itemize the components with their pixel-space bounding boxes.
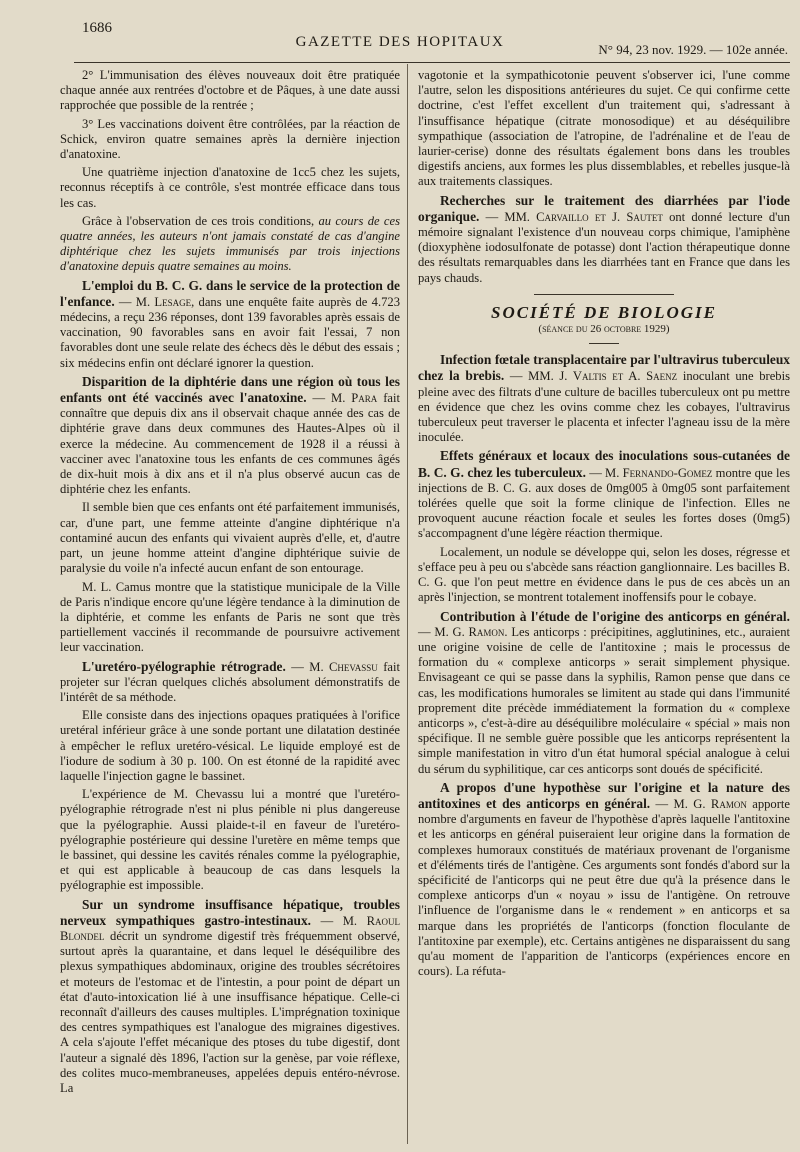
italic-text: au cours de ces quatre années, les auteurs n'ont jamais constaté de cas d'angine diphtérique chez les sujets immunisés par trois injections d'anatoxine depuis quatre semaines au moins. [60,213,400,274]
article-text: inoculant une brebis pleine avec des filtrats d'une culture de bacilles tuberculeux ont pu mettre en évidence que chez les ovins comme chez les cobayes, l'ultravirus tuberculeux peut traverser le placenta et infecter l'agneau issu de la mère inoculée. [418,369,790,445]
article-title: Recherches sur le traitement des diarrhées par l'iode organique. [418,192,790,224]
paragraph: Elle consiste dans des injections opaques pratiquées à l'orifice uretéral inférieur grâce à une sonde portant une dilatation destinée à empêcher le reflux uretéro-vésical. Le liquide employé est de l'iodure de sodium à 30 p. 100. On est étonné de la rapidité avec laquelle l'injection gagne le bassinet. [60,708,400,783]
article-title: L'uretéro-pyélographie rétrograde. [82,658,286,674]
header-rule [74,62,790,63]
article: Effets généraux et locaux des inoculations sous-cutanées de B. C. G. chez les tuberculeux. — M. Fernando-Gomez montre que les injections de B. C. G. aux doses de 0mg005 à 0mg05 sont parfaitement tolérées quelle que soit la forme clinique de l'infection. Elles ne provoquent aucune réaction focale et seules les fortes doses (0mg5) s'accompagnent d'une légère réaction thermique. [418,448,790,541]
article-author: M. G. Ramon. [434,624,508,639]
paragraph: M. L. Camus montre que la statistique municipale de la Ville de Paris n'indique encore qu'une légère tendance à la diminution de la diphtérie, et comme les enfants de Paris ne sont que très partiellement vaccinés il recommande de poursuivre activement leur vaccination. [60,579,400,655]
article-title: Disparition de la diphtérie dans une région où tous les enfants ont été vaccinés avec l'anatoxine. [60,373,400,406]
article-title: Infection fœtale transplacentaire par l'ultravirus tuberculeux chez la brebis. [418,352,790,384]
paragraph [60,214,400,275]
article-text: montre que les injections de B. C. G. aux doses de 0mg005 à 0mg05 sont parfaitement tolérées quelle que soit la forme clinique de l'infection. Elles ne provoquent aucune réaction focale et seules les fortes doses (0mg5) s'accompagnent d'une légère réaction thermique. [418,465,790,541]
article-text: Les anticorps : précipitines, agglutinines, etc., auraient une origine voisine de celle de l'antitoxine ; mais le processus de formation du « complexe anticorps » serait simplement physique. Envisageant ce qui se passe dans la syphilis, Ramon pense que dans ce cas, les modifications humorales se limitent au stade qui dans l'immunité proprement dite précède immédiatement la formation du « complexe anticorps », c'est-à-dire au déséquilibre moléculaire « spécial » mais non spécifique. Il ne semble guère possible que les anticorps représentent la simple manifestation in vitro d'un état humoral spécial analogue à celui du sérum du syphilitique, car ces anticorps sont doués de spécificité. [418,624,791,776]
article-author: M. Lesage, [135,294,195,309]
column-divider [407,64,408,1144]
article-title: Sur un syndrome insuffisance hépatique, troubles nerveux sympathiques gastro-intestinaux. [60,896,400,928]
article: A propos d'une hypothèse sur l'origine et la nature des antitoxines et des anticorps en général. — M. G. Ramon apporte nombre d'arguments en faveur de l'hypothèse d'après laquelle l'antitoxine et les anticorps en général puiseraient leur origine dans la formation de complexes humoraux constitués de matériaux provenant de l'organisme et d'éléments tirés de l'antigène. Ces arguments sont fondés d'abord sur la spécificité de l'anticorps qui ne peut être due qu'à la présence dans le complexe anticorps d'un « noyau » issu de l'antigène. On retrouve l'influence de l'organisme dans le « rendement » en anticorps et sa marque dans les propriétés de l'anticorps (fonction floculante de l'antitoxine par exemple), etc. Certains antigènes ne disparaissent du sang qu'au moment de l'apparition de l'anticorps (expériences encore en cours). La réfuta- [418,779,790,979]
article: L'emploi du B. C. G. dans le service de la protection de l'enfance. — M. Lesage, dans une enquête faite auprès de 4.723 médecins, a reçu 236 réponses, dont 139 favorables après essais de vaccination, 90 favorables sans en avoir fait l'essai, 7 non favorables dont une seule relate des échecs dès le début des essais ; six médecins enfin ont déclaré ignorer la question. [60,277,400,370]
paragraph: Localement, un nodule se développe qui, selon les doses, régresse et s'efface peu à peu ou s'abcède sans réaction ganglionnaire. Les bacilles B. C. G. que l'on peut mettre en évidence dans le pus de ces abcès un an après l'injection, se montrent totalement inoffensifs pour le cobaye. [418,544,790,605]
article: Contribution à l'étude de l'origine des anticorps en général. — M. G. Ramon. Les anticorps : précipitines, agglutinines, etc., auraient une origine voisine de celle de l'antitoxine ; mais le processus de formation du « complexe anticorps » serait simplement physique. Envisageant ce qui se passe dans la syphilis, Ramon pense que dans ce cas, les modifications humorales se limitent au stade qui dans l'immunité proprement dite précède immédiatement la formation du « complexe anticorps », c'est-à-dire au déséquilibre moléculaire « spécial » mais non spécifique. Il ne semble guère possible que les anticorps représentent la simple manifestation in vitro d'un état humoral spécial analogue à celui du sérum du syphilitique, car ces anticorps sont doués de spécificité. [418,608,791,776]
article-author: MM. J. Valtis et A. Saenz [528,369,678,384]
society-title: SOCIÉTÉ DE BIOLOGIE [491,302,717,322]
article-author: M. Raoul Blondel [60,913,401,943]
article-author: M. Chevassu [309,659,378,674]
society-session: (séance du 26 octobre 1929) [538,323,670,336]
article-title: Contribution à l'étude de l'origine des anticorps en général. [440,608,790,624]
journal-title: GAZETTE DES HOPITAUX [295,34,505,50]
paragraph: 2° L'immunisation des élèves nouveaux doit être pratiquée chaque année aux rentrées d'octobre et de Pâques, à une date aussi rapprochée que possible de la rentrée ; [60,68,400,113]
session-rule [589,343,619,344]
text-run: Grâce à l'observation de ces trois conditions, [82,213,315,228]
paragraph: 3° Les vaccinations doivent être contrôlées, par la réaction de Schick, environ quatre semaines après la dernière injection d'anatoxine. [60,116,400,162]
article-author: M. Fernando-Gomez [605,465,713,480]
issue-info: N° 94, 23 nov. 1929. — 102e année. [598,42,788,57]
paragraph: L'expérience de M. Chevassu lui a montré que l'uretéro-pyélographie rétrograde n'est ni plus pénible ni plus dangereuse que la pyélographie. Aussi plaide-t-il en faveur de l'uretéro-pyélographie postérieure qui dessine l'uretère en même temps que le bassinet, qui dessine les cavités rénales comme la pyélographie, et qui est applicable à beaucoup de cas dans lesquels la pyélographie est impossible. [60,787,400,893]
article: Disparition de la diphtérie dans une région où tous les enfants ont été vaccinés avec l'anatoxine. — M. Para fait connaître que depuis dix ans il observait chaque année des cas de diphtérie grave dans deux communes des Hautes-Alpes où il exerce la médecine. Au commencement de 1928 il a réussi à vacciner avec l'anatoxine tous les enfants de ces communes âgés de dix-huit mois à dix ans et il n'a plus observé aucun cas de diphtérie chez les enfants. [60,373,400,497]
article: L'uretéro-pyélographie rétrograde. — M. Chevassu fait projeter sur l'écran quelques clichés absolument démonstratifs de l'intérêt de sa méthode. [60,658,400,704]
article-author: M. G. Ramon [673,796,747,811]
article-text: apporte nombre d'arguments en faveur de l'hypothèse d'après laquelle l'antitoxine et les anticorps en général puiseraient leur origine dans la formation de complexes humoraux constitués de matériaux provenant de l'organisme et d'éléments tirés de l'antigène. Ces arguments sont fondés d'abord sur la spécificité de l'anticorps qui ne peut être due qu'à la présence dans le complexe anticorps d'un « noyau » issu de l'antigène. On retrouve l'influence de l'organisme dans le « rendement » en anticorps et sa marque dans les propriétés de l'anticorps (fonction floculante de l'antitoxine par exemple), etc. Certains antigènes ne disparaissent du sang qu'au moment de l'apparition de l'anticorps (expériences encore en cours). La réfuta- [418,796,790,979]
article-author: M. Para [331,391,378,406]
left-column [60,68,400,1099]
article: Sur un syndrome insuffisance hépatique, troubles nerveux sympathiques gastro-intestinaux. — M. Raoul Blondel décrit un syndrome digestif très fréquemment observé, surtout après la quarantaine, et dans lequel le déséquilibre des plexus sympathiques abdominaux, origine des troubles sécrétoires et moteurs de l'estomac et de l'intestin, a pour point de départ un état d'auto-intoxication lié à une insuffisance hépatique. Celle-ci reconnaît d'ailleurs des causes multiples. L'imprégnation toxinique des centres sympathiques est l'analogue des migraines digestives. A cela s'ajoute l'effet mécanique des ptoses du tube digestif, dont l'auteur a signalé dès 1896, l'action sur la genèse, par voie réflexe, des colites muco-membraneuses, appelées depuis entéro-névrose. La [60,896,401,1095]
article-title: Effets généraux et locaux des inoculations sous-cutanées de B. C. G. chez les tuberculeux. [418,448,790,480]
article-text: fait connaître que depuis dix ans il observait chaque année des cas de diphtérie grave dans deux communes des Hautes-Alpes où il exerce la médecine. Au commencement de 1928 il a réussi à vacciner avec l'anatoxine tous les enfants de ces communes âgés de dix-huit mois à dix ans et il n'a plus observé aucun cas de diphtérie chez les enfants. [60,391,400,497]
article-text: décrit un syndrome digestif très fréquemment observé, surtout après la quarantaine, et dans lequel le déséquilibre des plexus sympathiques abdominaux, origine des troubles sécrétoires et moteurs de l'estomac et de l'intestin, a pour point de départ un état d'auto-intoxication lié à une insuffisance hépatique. Celle-ci reconnaît d'ailleurs des causes multiples. L'imprégnation toxinique des centres sympathiques est l'analogue des migraines digestives. A cela s'ajoute l'effet mécanique des ptoses du tube digestif, dont l'auteur a signalé dès 1896, l'action sur la genèse, par voie réflexe, des colites muco-membraneuses, appelées depuis entéro-névrose. La [60,928,400,1095]
paragraph: vagotonie et la sympathicotonie peuvent s'observer ici, l'une comme l'autre, selon les dispositions antérieures du sujet. Ce qui confirme cette doctrine, c'est l'effet excellent d'un traitement qui, s'adressant à l'insuffisance hépatique (citrate monosodique) et au déséquilibre sympathique (association de l'atropine, de l'adrénaline et de l'eau de laurier-cerise) donne des résultats également bons dans les troubles digestifs anciens, aux formes les plus dissemblables, et rebelles jusque-là aux traitements classiques. [418,68,790,189]
article: Infection fœtale transplacentaire par l'ultravirus tuberculeux chez la brebis. — MM. J. Valtis et A. Saenz inoculant une brebis pleine avec des filtrats d'une culture de bacilles tuberculeux ont pu mettre en évidence que chez les ovins comme chez les cobayes, l'ultravirus tuberculeux peut traverser le placenta et infecter l'agneau issu de la mère inoculée. [418,352,790,445]
article-author: MM. Carvaillo et J. Sautet [504,209,663,224]
paragraph: Il semble bien que ces enfants ont été parfaitement immunisés, car, d'une part, une femme atteinte d'angine diphtérique n'a contaminé aucun des enfants qui vivaient auprès d'elle, et, d'autre part, un jeune homme atteint d'angine diphtérique suivie de paralysie du voile n'a infecté aucun enfant de son entourage. [60,500,400,576]
paragraph: Une quatrième injection d'anatoxine de 1cc5 chez les sujets, reconnus réceptifs à ce contrôle, s'est montrée efficace dans tous les cas. [60,165,400,210]
article: Recherches sur le traitement des diarrhées par l'iode organique. — MM. Carvaillo et J. Sautet ont donné lecture d'un mémoire signalant l'existence d'un nouveau corps chimique, l'amiphène (dioxyphène iodosulfonate de potasse) dont l'action thérapeutique donne des résultats remarquables dans les diarrhées tant en France que dans les pays chauds. [418,192,790,285]
article-text: fait projeter sur l'écran quelques clichés absolument démonstratifs de l'intérêt de sa méthode. [60,659,400,704]
right-column [418,68,790,982]
page-header [0,0,800,58]
section-rule [534,294,674,295]
page-number: 1686 [82,20,112,36]
article-title: L'emploi du B. C. G. dans le service de la protection de l'enfance. [60,277,400,309]
article-text: dans une enquête faite auprès de 4.723 médecins, a reçu 236 réponses, dont 139 favorables après essais de vaccination, 90 favorables sans en avoir fait l'essai, 7 non favorables dont une seule relate des échecs dès le début des essais ; six médecins enfin ont déclaré ignorer la question. [60,294,400,370]
article-text: ont donné lecture d'un mémoire signalant l'existence d'un nouveau corps chimique, l'amiphène (dioxyphène iodosulfonate de potasse) dont l'action thérapeutique donne des résultats remarquables dans les diarrhées tant en France que dans les pays chauds. [418,209,790,285]
article-title: A propos d'une hypothèse sur l'origine et la nature des antitoxines et des anticorps en général. [418,779,790,811]
